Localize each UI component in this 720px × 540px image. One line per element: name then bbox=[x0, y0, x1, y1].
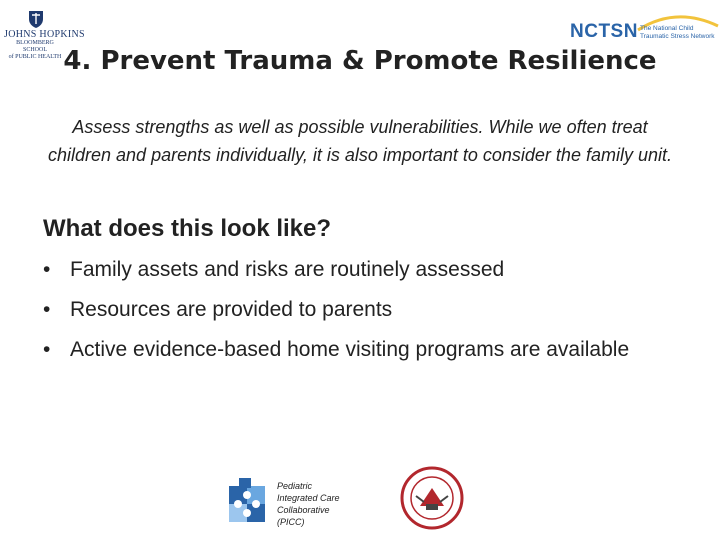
picc-label: Pediatric Integrated Care Collaborative (PICC) bbox=[277, 481, 340, 527]
bullet-dot-icon: • bbox=[43, 258, 51, 281]
bullet-dot-icon: • bbox=[43, 338, 51, 361]
johns-hopkins-wordmark: JOHNS HOPKINS bbox=[4, 29, 85, 40]
bloomberg-school-text: BLOOMBERG SCHOOL of PUBLIC HEALTH bbox=[8, 40, 62, 60]
nctsn-subtitle: The National Child Traumatic Stress Network bbox=[640, 25, 715, 40]
intro-paragraph: Assess strengths as well as possible vulnerabilities. While we often treat children and parents individually, it is also important to consider the family unit. bbox=[48, 117, 672, 165]
nctsn-logo bbox=[566, 12, 720, 48]
great-seal-icon bbox=[400, 466, 464, 530]
bullet-item: • Family assets and risks are routinely assessed bbox=[43, 258, 505, 281]
subheading: What does this look like? bbox=[43, 215, 332, 242]
slide-title: 4. Prevent Trauma & Promote Resilience bbox=[63, 46, 657, 76]
nctsn-wordmark: NCTSN bbox=[570, 21, 638, 42]
puzzle-icon bbox=[225, 476, 271, 526]
bullet-item: • Active evidence-based home visiting programs are available bbox=[43, 338, 630, 361]
shield-icon bbox=[28, 10, 44, 29]
bullet-list bbox=[43, 256, 663, 363]
bullet-item: • Resources are provided to parents bbox=[43, 298, 393, 321]
bullet-dot-icon: • bbox=[43, 298, 51, 321]
